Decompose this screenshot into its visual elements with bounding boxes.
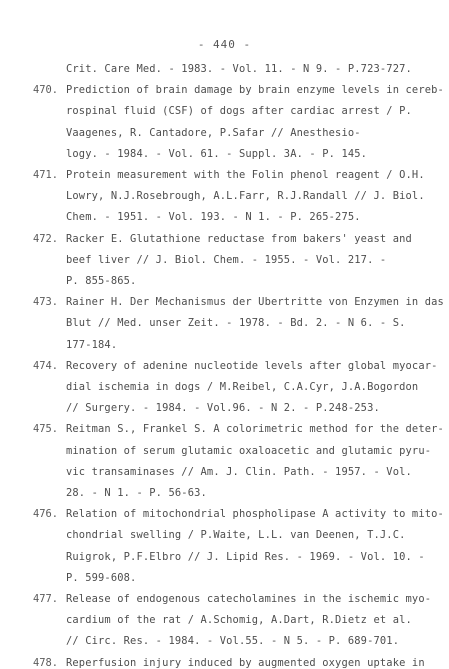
entry-line: Protein measurement with the Folin phenol reagent / O.H.	[66, 169, 425, 181]
entry-number: 472.	[33, 232, 59, 245]
entry-line: Ruigrok, P.F.Elbro // J. Lipid Res. - 1969. - Vol. 10. -	[66, 550, 425, 563]
entry-line: 28. - N 1. - P. 56-63.	[66, 487, 207, 499]
entry-number: 471.	[33, 169, 59, 181]
entry-line: Reperfusion injury induced by augmented oxygen uptake in	[66, 656, 425, 669]
entry-number: 477.	[33, 593, 59, 605]
entry-line: Recovery of adenine nucleotide levels after global myocar-	[66, 359, 438, 372]
entry-line: P. 599-608.	[66, 571, 137, 584]
entry-line: // Circ. Res. - 1984. - Vol.55. - N 5. - P. 689-701.	[66, 635, 400, 648]
entry-number: 476.	[33, 508, 59, 521]
page-number: - 440 -	[197, 38, 252, 51]
entry-line: Vaagenes, R. Cantadore, P.Safar // Anesthesio-	[66, 126, 361, 139]
entry-line: dial ischemia in dogs / M.Reibel, C.A.Cyr, J.A.Bogordon	[66, 381, 419, 393]
entry-line: beef liver // J. Biol. Chem. - 1955. - Vol. 217. -	[66, 253, 387, 266]
entry-line: 177-184.	[66, 338, 118, 351]
entry-number: 478.	[33, 656, 59, 669]
entry-line: logy. - 1984. - Vol. 61. - Suppl. 3A. - P. 145.	[66, 147, 368, 160]
entry-line: Lowry, N.J.Rosebrough, A.L.Farr, R.J.Randall // J. Biol.	[66, 190, 425, 203]
entry-line: P. 855-865.	[66, 275, 137, 287]
continuation-line: Crit. Care Med. - 1983. - Vol. 11. - N 9. - P.723-727.	[66, 63, 412, 75]
entry-number: 475.	[33, 423, 59, 436]
entry-line: Reitman S., Frankel S. A colorimetric method for the deter-	[66, 423, 444, 436]
entry-line: Blut // Med. unser Zeit. - 1978. - Bd. 2. - N 6. - S.	[66, 317, 406, 330]
entry-line: vic transaminases // Am. J. Clin. Path. - 1957. - Vol.	[66, 465, 412, 478]
entry-line: Chem. - 1951. - Vol. 193. - N 1. - P. 265-275.	[66, 211, 361, 224]
entry-line: mination of serum glutamic oxaloacetic and glutamic pyru-	[66, 444, 432, 457]
entry-line: Prediction of brain damage by brain enzyme levels in cereb-	[66, 84, 444, 97]
entry-number: 474.	[33, 359, 59, 372]
entry-number: 470.	[33, 84, 59, 97]
entry-line: rospinal fluid (CSF) of dogs after cardiac arrest / P.	[66, 105, 412, 118]
entry-line: Release of endogenous catecholamines in the ischemic myo-	[66, 593, 432, 605]
entry-line: Relation of mitochondrial phospholipase A activity to mito-	[66, 508, 444, 521]
entry-line: // Surgery. - 1984. - Vol.96. - N 2. - P.248-253.	[66, 402, 380, 415]
entry-number: 473.	[33, 296, 59, 309]
entry-line: Racker E. Glutathione reductase from bakers' yeast and	[66, 232, 412, 245]
entry-line: Rainer H. Der Mechanismus der Ubertritte von Enzymen in das	[66, 296, 444, 309]
entry-line: cardium of the rat / A.Schomig, A.Dart, R.Dietz et al.	[66, 614, 412, 627]
entry-line: chondrial swelling / P.Waite, L.L. van Deenen, T.J.C.	[66, 529, 406, 542]
